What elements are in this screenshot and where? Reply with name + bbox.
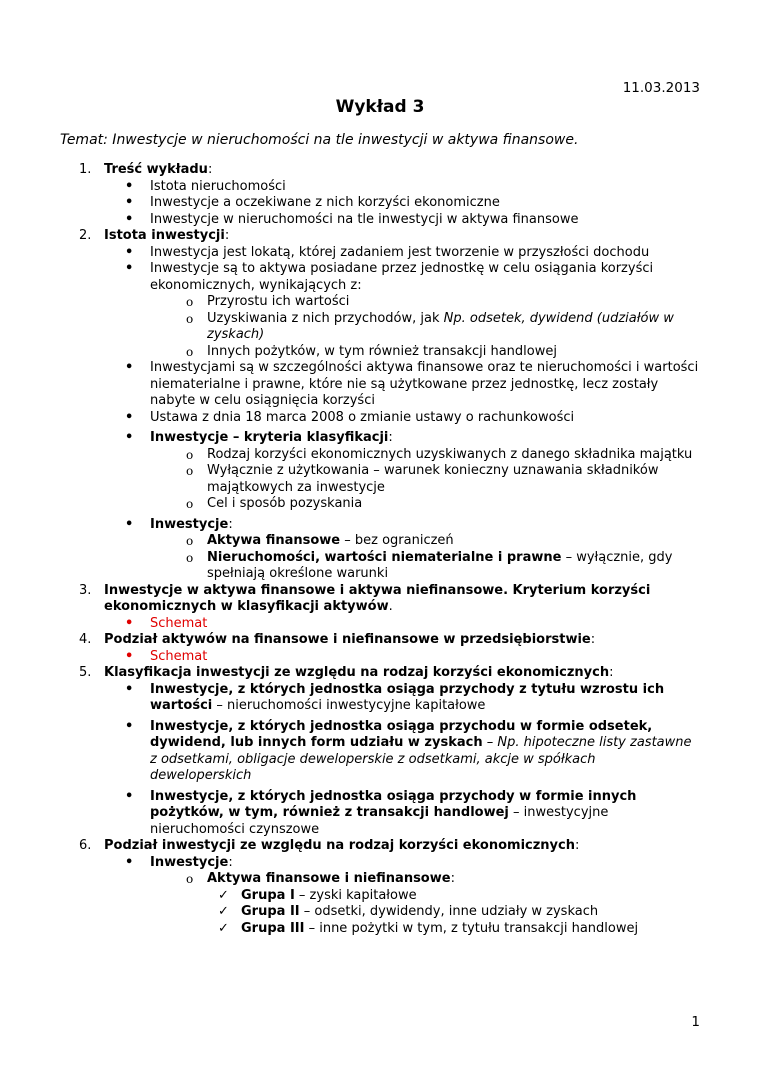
list-item [0,682,760,715]
sub-list-item: o Przyrostu ich wartości [0,294,760,311]
group-name: Grupa I [241,887,295,903]
sub-list-item: o Cel i sposób pozyskania [0,496,760,513]
item-text: – nieruchomości inwestycyjne kapitałowe [212,698,486,713]
section-number: 4. [79,632,92,647]
check-list-item [0,904,760,921]
lecture-title: Wykład 3 [335,97,425,117]
item-title: Inwestycje, z których jednostka osiąga przychodu w formie odsetek, dywidend, lub innych form udziału w zyskach [150,718,653,750]
section-title: Inwestycje w aktywa finansowe i aktywa niefinansowe. Kryterium korzyści ekonomicznych w klasyfikacji aktywów [104,582,651,614]
check-list-item [0,921,760,938]
section-title: Treść wykładu [104,162,208,177]
sub-item-title: Aktywa finansowe i niefinansowe [207,871,451,886]
list-item [0,789,760,839]
list-item: • Inwestycje – kryteria klasyfikacji: [0,430,760,447]
lecture-topic: Temat: Inwestycje w nieruchomości na tle inwestycji w aktywa finansowe. [60,132,579,148]
list-item: • Ustawa z dnia 18 marca 2008 o zmianie ustawy o rachunkowości [0,410,760,427]
lecture-date: 11.03.2013 [622,80,700,96]
sub-item-text: – wyłącznie, gdy spełniają określone warunki [207,549,673,581]
group-text: – zyski kapitałowe [294,887,417,903]
sub-item-text: – bez ograniczeń [340,533,454,548]
list-item: • Inwestycjami są w szczególności aktywa finansowe oraz te nieruchomości i wartości niematerialne i prawne, które nie są użytkowane przez jednostkę, lecz zostały nabyte w celu osiągnięcia korzyści [0,360,760,410]
lecture-outline [0,162,760,937]
schemat-item: • Schemat [0,616,760,633]
section-4-heading: 4. Podział aktywów na finansowe i niefinansowe w przedsiębiorstwie: [79,632,596,647]
sub-item-title: Aktywa finansowe [207,533,341,548]
sub-list-item: o Innych pożytków, w tym również transakcji handlowej [0,344,760,361]
section-title: Podział aktywów na finansowe i niefinansowe w przedsiębiorstwie [104,632,591,647]
list-item [0,719,760,785]
sub-item-title: Nieruchomości, wartości niematerialne i prawne [207,549,562,565]
group-text: – inne pożytki w tym, z tytułu transakcji handlowej [304,920,639,936]
section-1-heading: 1. Treść wykładu: [79,162,213,177]
check-list-item [0,888,760,905]
sub-list-item: o Rodzaj korzyści ekonomicznych uzyskiwanych z danego składnika majątku [0,447,760,464]
group-text: – odsetki, dywidendy, inne udziały w zyskach [299,904,599,919]
section-number: 5. [79,665,92,680]
section-number: 3. [79,582,92,598]
schemat-item: • Schemat [0,649,760,666]
page-number: 1 [691,1014,700,1030]
section-6-heading: 6. Podział inwestycji ze względu na rodzaj korzyści ekonomicznych: [79,838,580,853]
group-name: Grupa III [241,920,305,936]
sub-list-item [0,550,760,583]
item-text: – Np. hipoteczne listy zastawne z odsetkami, obligacje deweloperskie z odsetkami, akcje w spółkach deweloperskich [150,735,692,783]
sub-list-item [0,533,760,550]
section-3-heading: 3. Inwestycje w aktywa finansowe i aktywa niefinansowe. Kryterium korzyści ekonomicznych w klasyfikacji aktywów. [79,582,651,614]
section-number: 2. [79,228,92,243]
item-title: Inwestycje [150,854,229,870]
item-title: Inwestycje, z których jednostka osiąga przychody w formie innych pożytków, w tym, również z transakcji handlowej [150,788,637,820]
item-title: Inwestycje – kryteria klasyfikacji [150,430,389,445]
sub-list-item [0,311,760,344]
section-title: Podział inwestycji ze względu na rodzaj korzyści ekonomicznych [104,838,575,853]
sub-list-item: o Aktywa finansowe i niefinansowe: [0,871,760,888]
item-title: Inwestycje, z których jednostka osiąga przychody z tytułu wzrostu ich wartości [150,681,665,713]
sub-item-text: Uzyskiwania z nich przychodów, jak [207,310,444,326]
section-number: 6. [79,838,92,853]
list-item: • Inwestycje: [0,517,760,534]
sub-list-item: o Wyłącznie z użytkowania – warunek konieczny uznawania składników majątkowych za inwestycje [0,463,760,496]
section-2-heading: 2. Istota inwestycji: [79,228,230,243]
group-name: Grupa II [241,904,300,919]
section-title: Istota inwestycji [104,228,225,243]
section-number: 1. [79,162,92,177]
list-item: • Inwestycje: [0,855,760,872]
list-item: • Inwestycja jest lokatą, której zadaniem jest tworzenie w przyszłości dochodu [0,245,760,262]
item-text: – inwestycyjne nieruchomości czynszowe [150,805,609,837]
section-5-heading: 5. Klasyfikacja inwestycji ze względu na rodzaj korzyści ekonomicznych: [79,665,614,680]
sub-item-example: Np. odsetek, dywidend (udziałów w zyskach) [207,310,674,342]
list-item: • Inwestycje a oczekiwane z nich korzyści ekonomiczne [0,195,760,212]
list-item: • Inwestycje są to aktywa posiadane przez jednostkę w celu osiągania korzyści ekonomicznych, wynikających z: [0,261,760,294]
list-item: • Inwestycje w nieruchomości na tle inwestycji w aktywa finansowe [0,212,760,229]
item-title: Inwestycje [150,516,229,532]
section-title: Klasyfikacja inwestycji ze względu na rodzaj korzyści ekonomicznych [104,665,610,680]
list-item: • Istota nieruchomości [0,179,760,196]
